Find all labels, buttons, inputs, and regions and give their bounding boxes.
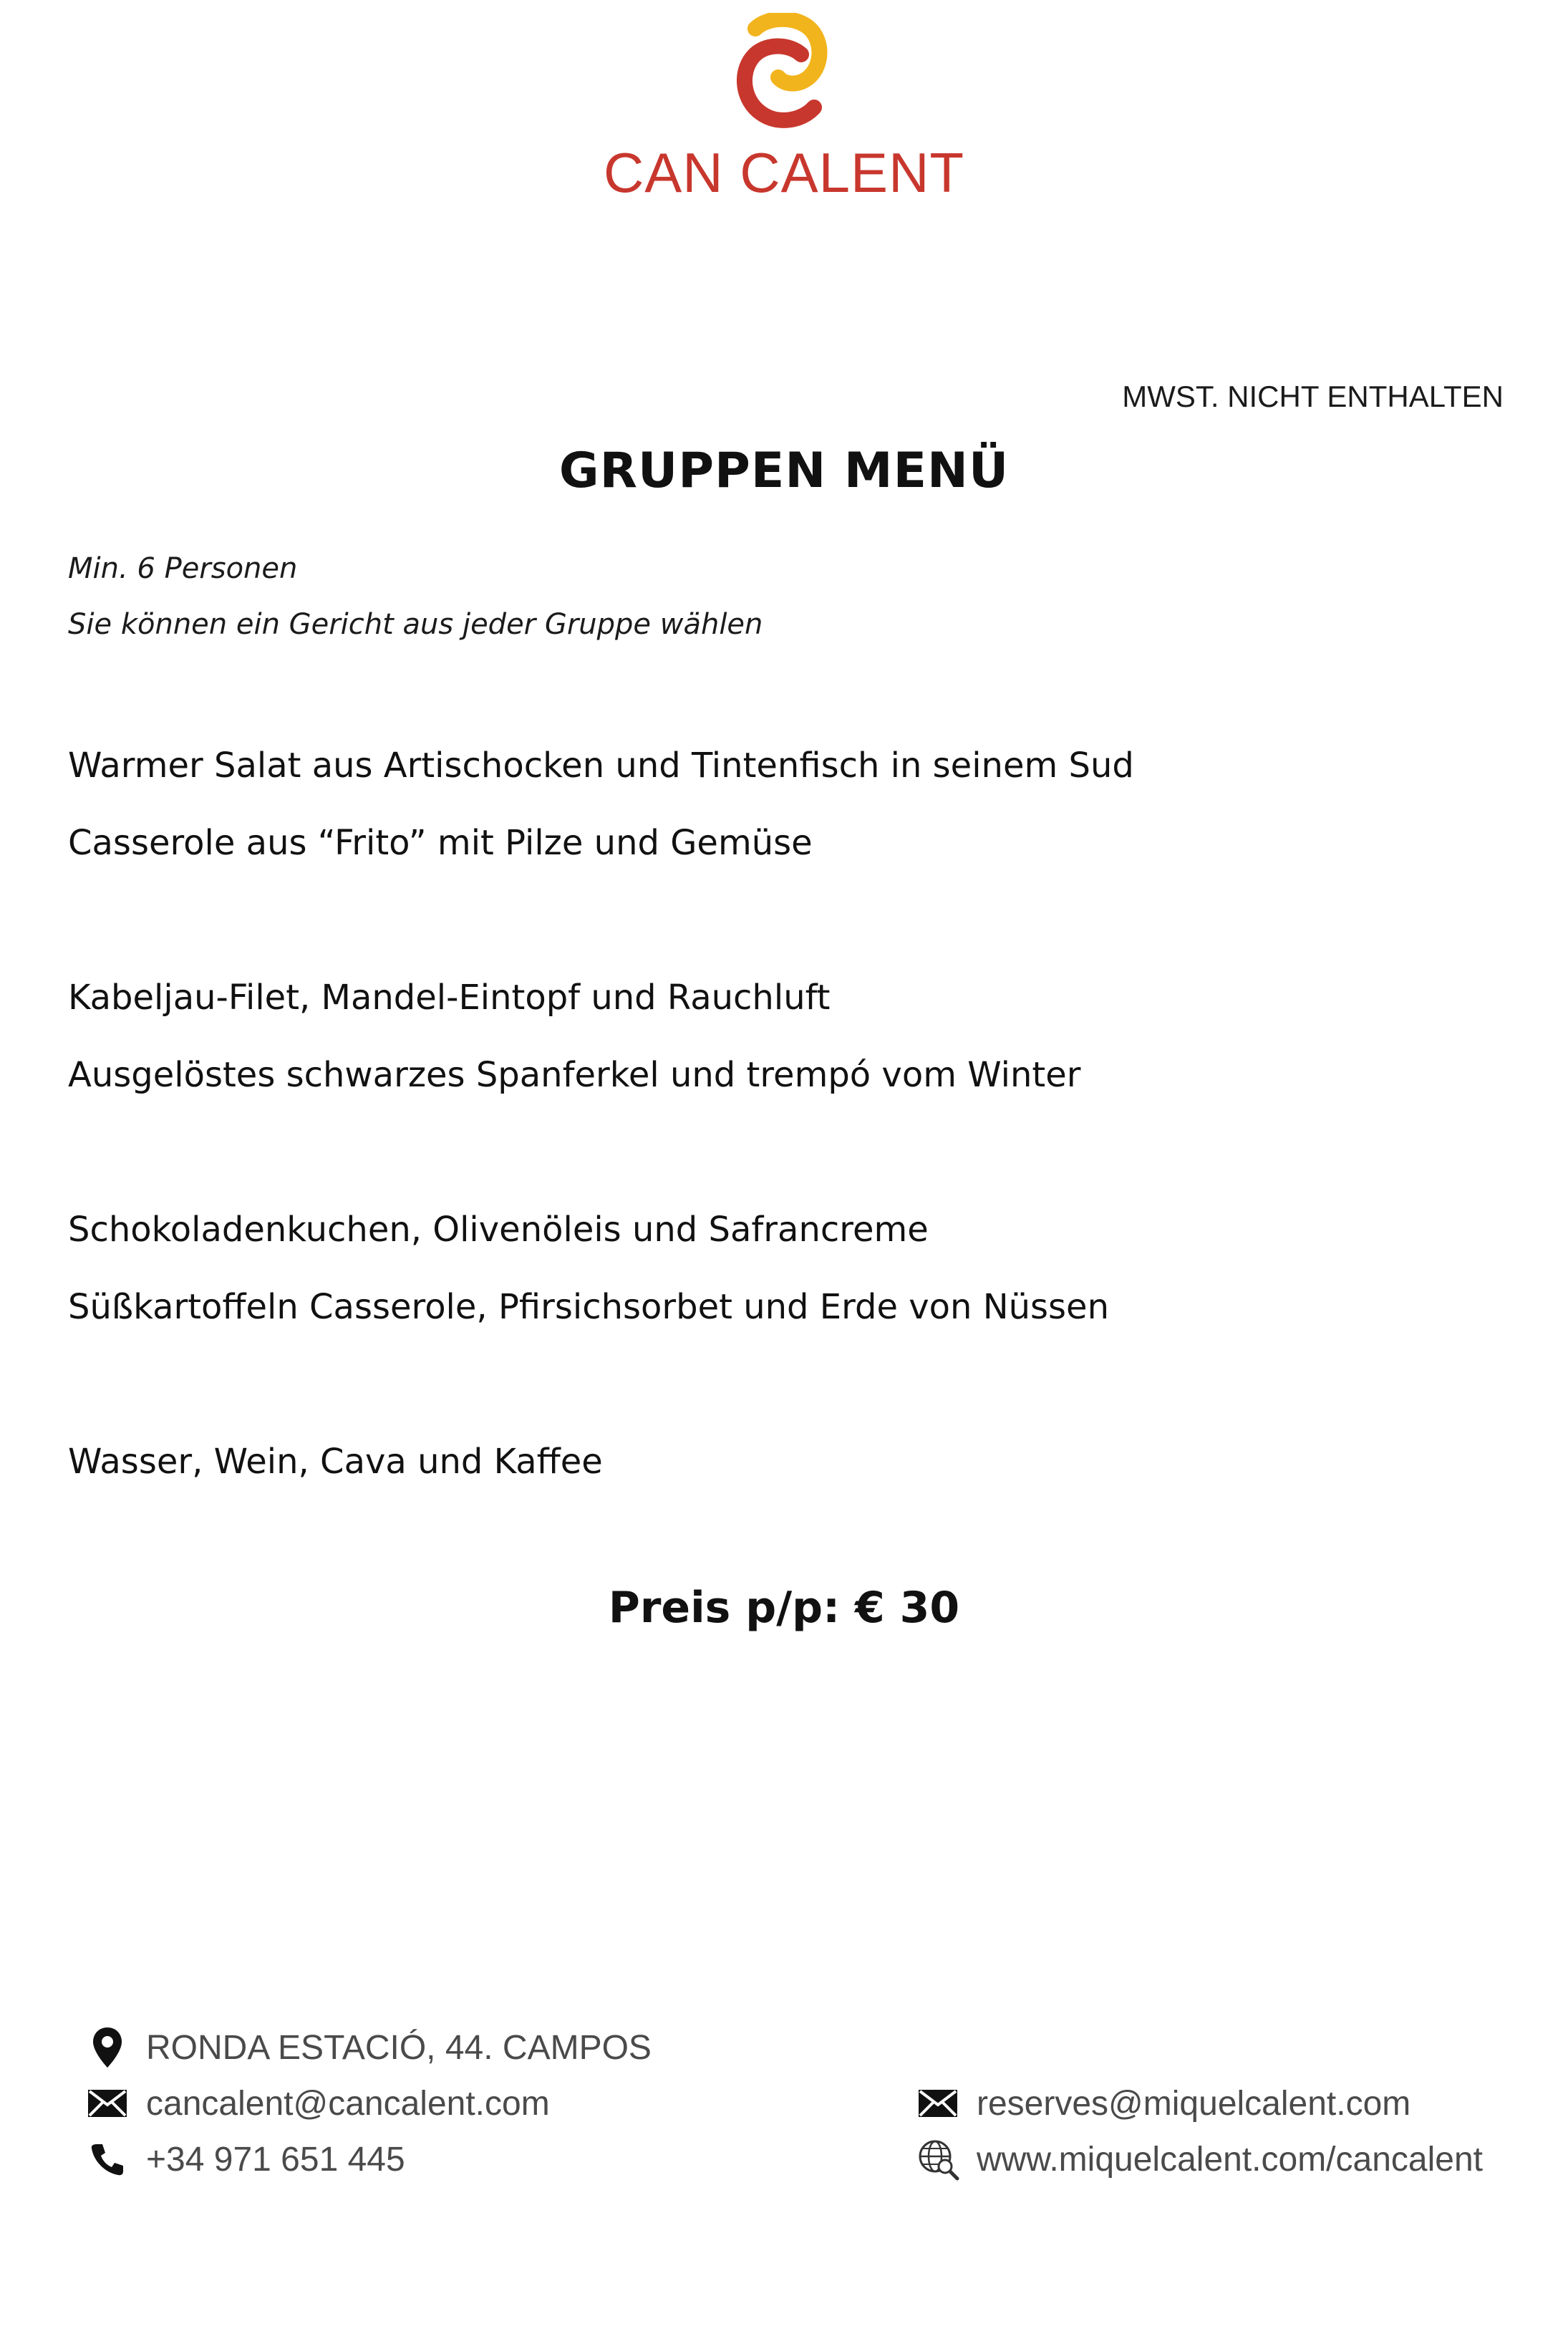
- menu-item: Wasser, Wein, Cava und Kaffee: [68, 1442, 603, 1482]
- intro-min-persons: Min. 6 Personen: [68, 552, 298, 585]
- logo-mark-icon: [727, 13, 841, 135]
- menu-item: Ausgelöstes schwarzes Spanferkel und trempó vom Winter: [68, 1055, 1081, 1095]
- envelope-icon: [86, 2082, 129, 2125]
- page-title: GRUPPEN MENÜ: [558, 443, 1010, 499]
- footer-email-link[interactable]: cancalent@cancalent.com: [146, 2084, 550, 2123]
- menu-item: Warmer Salat aus Artischocken und Tintenfisch in seinem Sud: [68, 746, 1134, 786]
- menu-group-drinks: [68, 1434, 1500, 1511]
- footer-contact-right: [916, 2075, 1483, 2187]
- menu-item: Kabeljau-Filet, Mandel-Eintopf und Rauchluft: [68, 978, 831, 1018]
- footer-address: RONDA ESTACIÓ, 44. CAMPOS: [146, 2028, 652, 2067]
- menu-group-desserts: [68, 1202, 1500, 1356]
- footer-reservations-email-link[interactable]: reserves@miquelcalent.com: [977, 2084, 1411, 2123]
- vat-notice: MWST. NICHT ENTHALTEN: [1122, 380, 1504, 413]
- envelope-icon: [916, 2082, 959, 2125]
- footer-website-link[interactable]: www.miquelcalent.com/cancalent: [977, 2140, 1483, 2179]
- menu-group-starters: [68, 738, 1500, 892]
- location-pin-icon: [86, 2026, 129, 2069]
- footer-phone-row: [86, 2131, 652, 2187]
- price-per-person: Preis p/p: € 30: [608, 1583, 960, 1633]
- menu-item: Schokoladenkuchen, Olivenöleis und Safrancreme: [68, 1210, 929, 1250]
- brand-name: CAN CALENT: [603, 141, 965, 204]
- footer-address-row: [86, 2020, 652, 2075]
- menu-item: Casserole aus “Frito” mit Pilze und Gemüse: [68, 823, 813, 863]
- footer-email-row: [86, 2075, 652, 2131]
- footer-phone-link[interactable]: +34 971 651 445: [146, 2140, 405, 2179]
- footer-website-row: [916, 2131, 1483, 2187]
- menu-intro: [68, 541, 763, 652]
- menu-item: Süßkartoffeln Casserole, Pfirsichsorbet und Erde von Nüssen: [68, 1287, 1109, 1327]
- phone-icon: [86, 2138, 129, 2181]
- brand-logo: [0, 13, 1568, 206]
- footer-contact-left: [86, 2020, 652, 2187]
- intro-choose-note: Sie können ein Gericht aus jeder Gruppe wählen: [68, 608, 763, 641]
- footer-reservations-row: [916, 2075, 1483, 2131]
- globe-search-icon: [916, 2138, 959, 2181]
- menu-groups: [68, 738, 1500, 1588]
- menu-group-mains: [68, 970, 1500, 1124]
